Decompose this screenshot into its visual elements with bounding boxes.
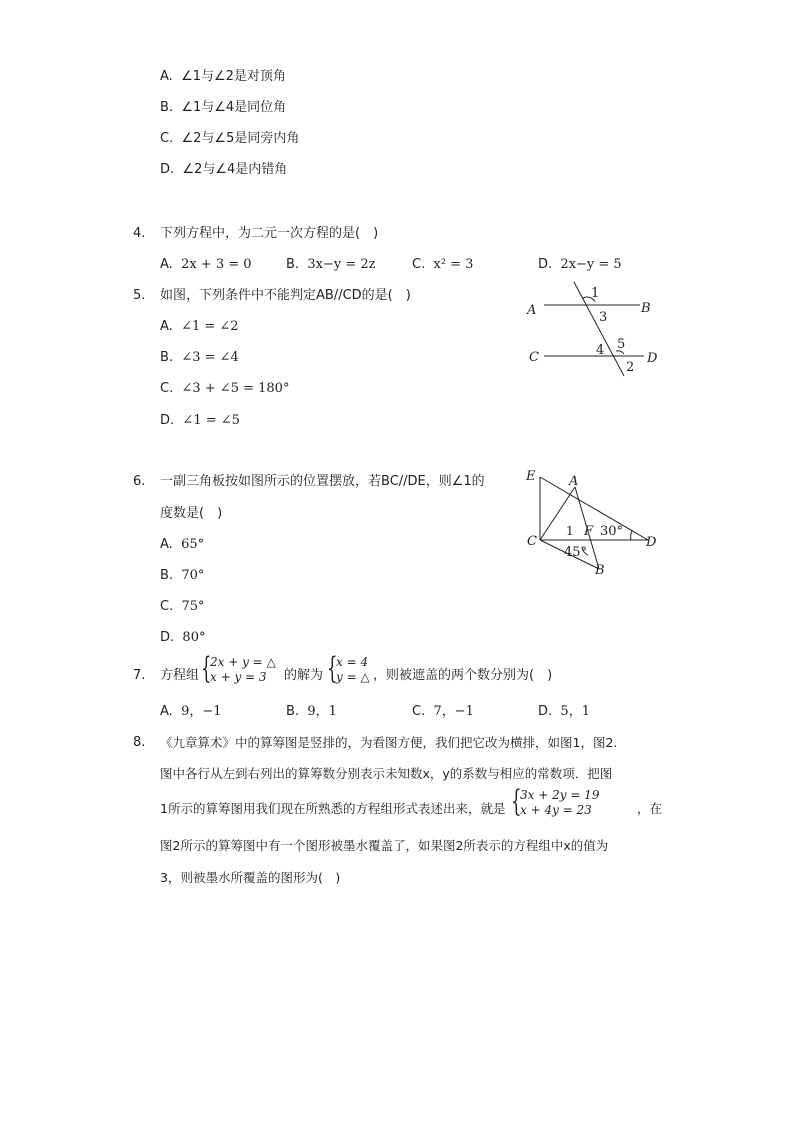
q4-option-d[interactable]: D. 2x−y = 5	[538, 257, 622, 272]
segment-ed	[540, 477, 648, 540]
q8-line1: 《九章算术》中的算筹图是竖排的，为看图方便，我们把它改为横排，如图1，图2.	[160, 735, 618, 750]
q3-option-a[interactable]: A. ∠1与∠2是对顶角	[160, 69, 286, 84]
label-d: D	[647, 351, 658, 366]
q7-brace-1: {	[201, 651, 212, 686]
angle-4-label: 4	[596, 343, 605, 358]
q8-number: 8.	[133, 735, 146, 750]
q8-brace: {	[511, 784, 522, 819]
q3-option-c[interactable]: C. ∠2与∠5是同旁内角	[160, 131, 300, 146]
q7-brace-2: {	[327, 651, 338, 686]
q5-option-a[interactable]: A. ∠1 = ∠2	[160, 319, 239, 334]
label-a: A	[527, 303, 537, 318]
q7-option-d[interactable]: D. 5，1	[538, 704, 590, 719]
q7-option-c[interactable]: C. 7，−1	[412, 704, 474, 719]
q7-sys1-line1: 2x + y = △	[210, 655, 276, 669]
angle-1-label: 1	[566, 524, 574, 538]
label-b: B	[595, 563, 605, 578]
q8-line5: 3，则被墨水所覆盖的图形为( )	[160, 870, 341, 885]
label-d: D	[646, 535, 657, 550]
label-f: F	[584, 524, 594, 539]
q5-stem: 如图，下列条件中不能判定AB//CD的是( )	[160, 288, 411, 303]
label-c: C	[529, 350, 539, 365]
q8-sys-line1: 3x + 2y = 19	[520, 788, 600, 802]
q3-option-b[interactable]: B. ∠1与∠4是同位角	[160, 100, 287, 115]
q4-stem: 下列方程中，为二元一次方程的是( )	[160, 226, 379, 241]
q6-option-d[interactable]: D. 80°	[160, 630, 206, 645]
q4-number: 4.	[133, 226, 146, 241]
q5-option-c[interactable]: C. ∠3 + ∠5 = 180°	[160, 381, 290, 396]
q7-sys1-line2: x + y = 3	[210, 670, 267, 684]
q7-sys2-line1: x = 4	[336, 655, 369, 669]
q5-option-b[interactable]: B. ∠3 = ∠4	[160, 350, 239, 365]
q6-option-a[interactable]: A. 65°	[160, 537, 205, 552]
q6-number: 6.	[133, 474, 146, 489]
q7-option-a[interactable]: A. 9，−1	[160, 704, 222, 719]
q4-option-b[interactable]: B. 3x−y = 2z	[286, 257, 376, 272]
q7-suffix: ，则被遮盖的两个数分别为( )	[373, 668, 553, 683]
q6-figure	[520, 465, 670, 580]
angle-5-label: 5	[617, 337, 626, 352]
label-c: C	[527, 534, 537, 549]
angle-30-label: 30°	[600, 524, 624, 539]
q7-prefix: 方程组	[160, 668, 200, 683]
label-b: B	[641, 301, 651, 316]
q5-number: 5.	[133, 288, 146, 303]
q6-stem-line1: 一副三角板按如图所示的位置摆放，若BC//DE，则∠1的	[160, 474, 485, 489]
q5-option-d[interactable]: D. ∠1 = ∠5	[160, 413, 240, 428]
label-a: A	[569, 474, 579, 489]
q8-sys-line2: x + 4y = 23	[520, 803, 592, 817]
q7-middle: 的解为	[284, 668, 324, 683]
q5-figure	[520, 280, 670, 380]
label-e: E	[526, 469, 536, 484]
q7-option-b[interactable]: B. 9，1	[286, 704, 337, 719]
q3-option-d[interactable]: D. ∠2与∠4是内错角	[160, 162, 288, 177]
q8-line4: 图2所示的算筹图中有一个图形被墨水覆盖了，如果图2所表示的方程组中x的值为	[160, 838, 609, 853]
angle-arc-30	[631, 531, 632, 540]
angle-3-label: 3	[599, 310, 608, 325]
q7-sys2-line2: y = △	[336, 670, 370, 684]
q8-line3-suffix: ，在	[637, 801, 663, 816]
q8-line3-prefix: 1所示的算筹图用我们现在所熟悉的方程组形式表述出来，就是	[160, 801, 506, 816]
angle-45-label: 45°	[564, 545, 588, 560]
angle-1-label: 1	[591, 286, 600, 301]
q6-stem-line2: 度数是( )	[160, 506, 223, 521]
q6-option-b[interactable]: B. 70°	[160, 568, 205, 583]
angle-2-label: 2	[626, 360, 635, 375]
q7-number: 7.	[133, 668, 146, 683]
q4-option-a[interactable]: A. 2x + 3 = 0	[160, 257, 252, 272]
q8-line2: 图中各行从左到右列出的算筹数分别表示未知数x，y的系数与相应的常数项．把图	[160, 766, 613, 781]
q4-option-c[interactable]: C. x² = 3	[412, 257, 474, 272]
q6-option-c[interactable]: C. 75°	[160, 599, 205, 614]
